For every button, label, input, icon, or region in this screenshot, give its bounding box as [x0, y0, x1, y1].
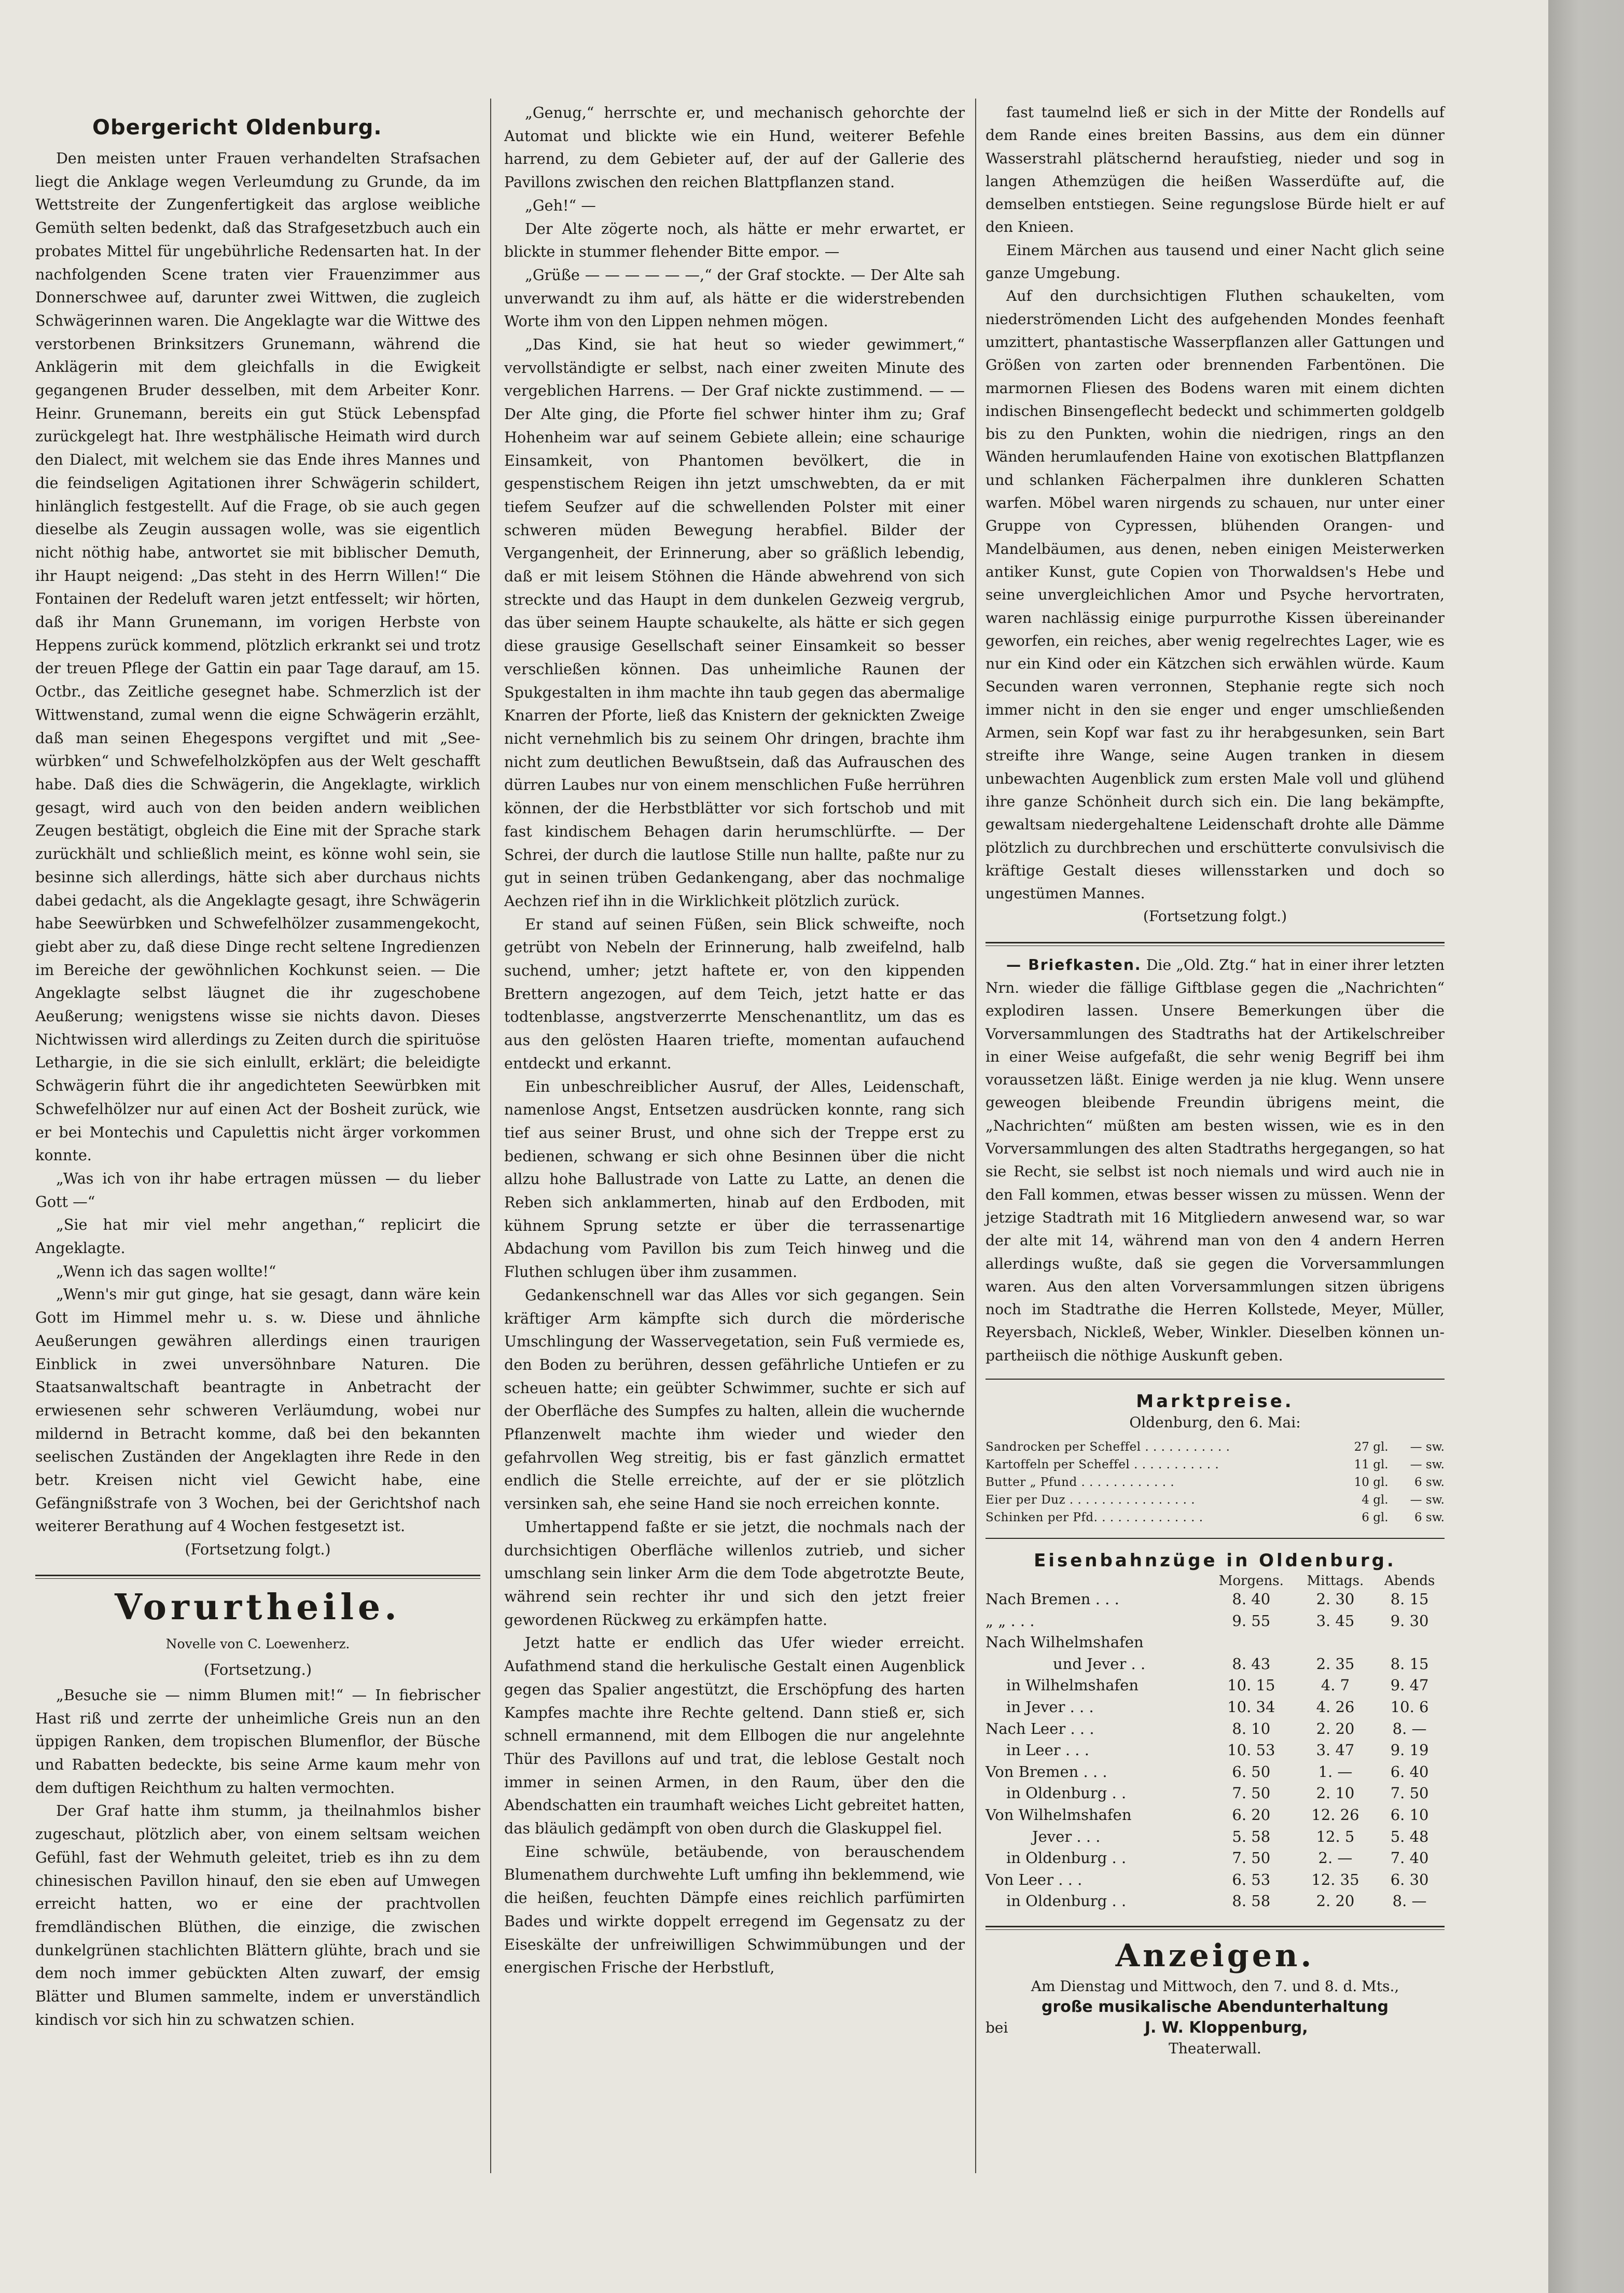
- rail-row: [985, 1589, 1445, 1610]
- rail-morning: [1206, 1632, 1296, 1653]
- price-schwaren: 6 sw.: [1414, 1511, 1445, 1525]
- price-groten: 4 gl.: [1362, 1493, 1389, 1507]
- rail-evening: 9. 19: [1390, 1741, 1429, 1759]
- story-continuation: (Fortsetzung.): [203, 1660, 312, 1678]
- continued-note: (Fortsetzung folgt.): [185, 1540, 331, 1559]
- rail-place: Von Leer . . .: [985, 1870, 1082, 1888]
- rail-noon: [1296, 1632, 1375, 1653]
- price-groten: 10 gl.: [1354, 1476, 1389, 1490]
- rail-morning: 8. 10: [1232, 1719, 1271, 1738]
- rail-noon: 1. —: [1318, 1762, 1353, 1781]
- rail-noon: 12. 5: [1316, 1827, 1355, 1845]
- rail-noon: 2. 30: [1316, 1590, 1355, 1608]
- price-schwaren: — sw.: [1410, 1458, 1445, 1472]
- rail-evening: 8. —: [1392, 1892, 1427, 1910]
- rail-morning: 8. 58: [1232, 1892, 1271, 1910]
- price-schwaren: — sw.: [1410, 1493, 1445, 1507]
- price-row: [985, 1491, 1445, 1509]
- rail-place: in Leer . . .: [1006, 1741, 1089, 1759]
- rail-morning: 10. 53: [1227, 1741, 1275, 1759]
- price-row: [985, 1509, 1445, 1526]
- rail-place: in Wilhelmshafen: [1006, 1676, 1139, 1694]
- rail-place: in Oldenburg . .: [1006, 1784, 1127, 1802]
- story-paragraph: Jetzt hatte er endlich das Ufer wieder erreicht. Aufathmend stand die herkulische Gestalt einen Augenblick gegen das Spalier angestützt, die Erschöpfung des harten Kampfes machte ihre Rechte geltend. Dann stieß er, sich schnell ermannend, mit dem Ellbogen die nur angelehnte Thür des Pavillons auf und trat, die leblose Gestalt noch immer in seinen Armen, in den Raum, über den die Abendschatten ein traumhaft weiches Licht gebreitet hatten, das bläulich gedämpft von oben durch die Glaskuppel fiel.: [504, 1634, 965, 1838]
- rail-morning: 6. 50: [1232, 1762, 1271, 1781]
- column-rule: [490, 99, 491, 2173]
- rail-row: [985, 1847, 1445, 1869]
- price-item: Eier per Duz . . . . . . . . . . . . . . . .: [985, 1493, 1196, 1507]
- price-schwaren: — sw.: [1410, 1440, 1445, 1454]
- price-table: [985, 1438, 1445, 1526]
- story-paragraph: Gedankenschnell war das Alles vor sich gegangen. Sein kräftiger Arm kämpfte sich durch die mörderische Umschlingung der Wasservegetation, sein Fuß vermiede es, den Boden zu berühren, dessen gefährliche Untiefen er zu scheuen hatte; ein geübter Schwimmer, suchte er sich auf der Oberfläche des Sumpfes zu halten, allein die wuchernde Pflanzenwelt machte ihm wieder und wieder den gefahrvollen Weg streitig, bis er fast gänzlich ermattet endlich die Stelle erreichte, auf der er sie plötzlich versinken sah, ehe seine Hand sie noch erreichen konnte.: [504, 1286, 965, 1513]
- rail-row: [985, 1675, 1445, 1697]
- rail-evening: 8. —: [1392, 1719, 1427, 1738]
- rail-row: [985, 1804, 1445, 1826]
- rail-title: Eisenbahnzüge in Oldenburg.: [1034, 1550, 1396, 1572]
- rail-noon: 3. 45: [1316, 1611, 1355, 1630]
- price-item: Kartoffeln per Scheffel . . . . . . . . . . .: [985, 1458, 1219, 1472]
- rail-evening: 9. 47: [1390, 1676, 1429, 1694]
- price-item: Schinken per Pfd. . . . . . . . . . . . . .: [985, 1511, 1203, 1525]
- rail-morning: 10. 15: [1227, 1676, 1275, 1694]
- rail-header-row: [985, 1573, 1445, 1589]
- rail-place: Nach Bremen . . .: [985, 1590, 1119, 1608]
- story-paragraph: Einem Märchen aus tausend und einer Nacht glich seine ganze Umgebung.: [985, 241, 1445, 282]
- story-paragraph: „Geh!“ —: [525, 196, 596, 214]
- story-paragraph: „Besuche sie — nimm Blumen mit!“ — In fiebrischer Hast riß und zerrte der unheimliche Greis nun an den üppigen Ranken, dem tropischen Blumenflor, der Büsche und Rabatten bedeckte, bis seine Arme kaum mehr von dem duftigen Reichthum zu halten vermochten.: [35, 1686, 480, 1797]
- rail-evening: [1375, 1632, 1445, 1653]
- ad-line: Am Dienstag und Mittwoch, den 7. und 8. d. Mts.,: [1031, 1977, 1399, 1995]
- price-row: [985, 1456, 1445, 1474]
- rail-morning: 9. 55: [1232, 1611, 1271, 1630]
- rail-morning: 10. 34: [1227, 1698, 1275, 1716]
- rail-evening: 8. 15: [1390, 1590, 1429, 1608]
- story-paragraph: Ein unbeschreiblicher Ausruf, der Alles, Leidenschaft, namenlose Angst, Entsetzen ausdrücken konnte, rang sich tief aus seiner Brust, und ohne sich der Treppe erst zu bedienen, schwang er sich ohne Besinnen über die nicht allzu hohe Ballustrade von Latte zu Latte, an denen die Reben sich anklammerten, hinab auf den Erdboden, mit kühnem Sprung setzte er über die terrassenartige Abdachung vom Pavillon bis zum Teich hinweg und die Fluthen schlugen über ihm zusammen.: [504, 1077, 965, 1281]
- advertisements-title: Anzeigen.: [1115, 1937, 1315, 1974]
- price-item: Sandrocken per Scheffel . . . . . . . . . . .: [985, 1440, 1230, 1454]
- rail-row: [985, 1697, 1445, 1718]
- rail-row: [985, 1718, 1445, 1740]
- rail-morning: 6. 53: [1232, 1870, 1271, 1888]
- column-2: [504, 101, 965, 1979]
- price-row: [985, 1438, 1445, 1456]
- story-paragraph: Der Graf hatte ihm stumm, ja theilnahmlos bisher zugeschaut, plötzlich aber, von einem seltsam weichen Gefühl, fast der Wehmuth geleitet, trieb es ihn zu dem chinesischen Pavillon hinauf, den sie eben auf Umwegen erreicht hatten, wo er eine der prachtvollen fremdländischen Blüthen, die einzige, die zwischen dunkelgrünen stachlichten Blättern glühte, brach und sie dem noch immer gebückten Alten zuwarf, der emsig Blätter und Blumen sammelte, indem er unverständlich kindisch vor sich hin zu schwatzen schien.: [35, 1802, 480, 2028]
- price-groten: 6 gl.: [1362, 1511, 1389, 1525]
- rail-place: Jever . . .: [1032, 1827, 1101, 1845]
- story-paragraph: Eine schwüle, betäubende, von berauschendem Blumenathem durchwehte Luft umfing ihn beklemmend, wie die heißen, feuchten Dämpfe eines reichlich parfümirten Bades und wirkte doppelt erregend im Gegensatz zu der Eiseskälte der unfreiwilligen Schwimmübungen und der energischen Frische der Herbstluft,: [504, 1842, 965, 1977]
- rail-place: Nach Wilhelmshafen: [985, 1633, 1144, 1651]
- price-row: [985, 1474, 1445, 1491]
- rail-evening: 10. 6: [1390, 1698, 1429, 1716]
- section-divider: [985, 1538, 1445, 1539]
- rail-header: [985, 1573, 1206, 1589]
- rail-noon: 2. 10: [1316, 1784, 1355, 1802]
- story-paragraph: fast taumelnd ließ er sich in der Mitte der Rondells auf dem Rande eines breiten Bassins, aus dem ein dünner Wasserstrahl plätschernd heraufstieg, nieder und sog in langen Athemzügen die heißen Wasserdüfte auf, die demselben entstiegen. Seine regungslose Bürde hielt er auf den Knieen.: [985, 104, 1445, 236]
- rail-noon: 12. 26: [1311, 1805, 1359, 1824]
- rail-noon: 2. —: [1318, 1849, 1353, 1867]
- story-subtitle: Novelle von C. Loewenherz.: [165, 1636, 350, 1651]
- rail-row: [985, 1740, 1445, 1761]
- price-groten: 27 gl.: [1354, 1440, 1389, 1454]
- article-paragraph: „Was ich von ihr habe ertragen müssen — du lieber Gott —“: [35, 1169, 480, 1211]
- story-paragraph: Er stand auf seinen Füßen, sein Blick schweifte, noch getrübt von Nebeln der Erinnerung, halb zweifelnd, halb suchend, umher; jetzt haftete er, von den kippenden Brettern angezogen, auf dem Teich, jetzt hatte er das todtenblasse, angstverzerrte Menschenantlitz, um das es aus den gelösten Haaren triefte, momentan aufauchend entdeckt und erkannt.: [504, 915, 965, 1072]
- briefkasten: [985, 954, 1445, 1367]
- rail-row: [985, 1783, 1445, 1804]
- rail-row: [985, 1826, 1445, 1848]
- section-divider: [985, 1379, 1445, 1380]
- rail-place: und Jever . .: [1053, 1655, 1146, 1673]
- ad-headline: große musikalische Abendunterhaltung: [1041, 1997, 1389, 2016]
- rail-row: [985, 1761, 1445, 1783]
- train-schedule-table: [985, 1573, 1445, 1912]
- rail-place: in Jever . . .: [1006, 1698, 1094, 1716]
- column-3: [985, 101, 1445, 2059]
- rail-place: Von Wilhelmshafen: [985, 1805, 1132, 1824]
- section-divider: [35, 1575, 480, 1576]
- briefkasten-text: Die „Old. Ztg.“ hat in einer ihrer letzten Nrn. wieder die fällige Giftblase gegen die „Nachrichten“ explodiren lassen. Unsere Bemerkungen über die Vorversammlungen des Stadtraths hat der Artikelschreiber in einer Weise aufgefaßt, die sehr wenig Begriff bei ihm voraussetzen läßt. Einige werden ja nie klug. Wenn unsere geweogen bleibende Freundin übrigens meint, die „Nachrichten“ müßten am besten wissen, wie es in den Vorversammlungen des alten Stadtraths hergegangen, so hat sie Recht, sie selbst ist noch niemals und wird auch nie in den Fall kommen, etwas besser wissen zu müssen. Wenn der jetzige Stadtrath mit 16 Mitgliedern anwesend war, so war der alte mit 14, während man von den 4 andern Herren allerdings wußte, daß sie gegen die Vorversammlungen waren. Aus den alten Vorversammlungen sitzen übrigens noch im Stadtrathe die Herren Kollstede, Meyer, Müller, Reyersbach, Nickleß, Weber, Winkler. Dieselben können unpartheiisch die nöthige Auskunft geben.: [985, 956, 1445, 1364]
- ad-venue: J. W. Kloppenburg,: [1144, 2018, 1308, 2037]
- article-paragraph: „Wenn's mir gut ginge, hat sie gesagt, dann wäre kein Gott im Himmel mehr u. s. w. Diese und ähnliche Aeußerungen gewähren allerdings einen traurigen Einblick in zwei unversöhnbare Naturen. Die Staatsanwaltschaft beantragte in Anbetracht der erwiesenen sehr schweren Verläumdung, wobei nur mildernd in Betracht komme, daß bei den bekannten seelischen Zuständen der Angeklagten ihre Rede in den betr. Kreisen nicht viel Gewicht habe, eine Gefängnißstrafe von 3 Wochen, bei der Gerichtshof nach weiterer Berathung auf 4 Wochen festgesetzt ist.: [35, 1285, 480, 1535]
- rail-noon: 4. 7: [1321, 1676, 1350, 1694]
- rail-morning: 8. 40: [1232, 1590, 1271, 1608]
- section-title-obergericht: Obergericht Oldenburg.: [92, 116, 382, 140]
- story-paragraph: „Genug,“ herrschte er, und mechanisch gehorchte der Automat und blickte wie ein Hund, weiterer Befehle harrend, zu dem Gebieter auf, der auf der Gallerie des Pavillons zwischen den reichen Blattpflanzen stand.: [504, 104, 965, 191]
- price-schwaren: 6 sw.: [1414, 1476, 1445, 1490]
- section-divider: [985, 1926, 1445, 1927]
- rail-row: [985, 1653, 1445, 1675]
- price-item: Butter „ Pfund . . . . . . . . . . . .: [985, 1476, 1175, 1490]
- rail-morning: 6. 20: [1232, 1805, 1271, 1824]
- rail-row: [985, 1632, 1445, 1653]
- rail-evening: 6. 40: [1390, 1762, 1429, 1781]
- rail-morning: 8. 43: [1232, 1655, 1271, 1673]
- page-edge: [1548, 0, 1624, 2293]
- rail-morning: 7. 50: [1232, 1849, 1271, 1867]
- story-paragraph: „Grüße — — — — — —,“ der Graf stockte. — Der Alte sah unverwandt zu ihm auf, als hätte er die widerstrebenden Worte ihm von den Lippen nehmen mögen.: [504, 266, 965, 330]
- column-rule: [975, 99, 976, 2173]
- rail-evening: 5. 48: [1390, 1827, 1429, 1845]
- rail-noon: 2. 20: [1316, 1892, 1355, 1910]
- story-paragraph: Umhertappend faßte er sie jetzt, die nochmals nach der durchsichtigen Oberfläche willenlos zutrieb, und sicher umschlang sein linker Arm die dem Tode abgetrotzte Beute, während sein rechter ihr und sich den jetzt freier gewordenen Rückweg zu erkämpfen hatte.: [504, 1518, 965, 1629]
- rail-evening: 6. 30: [1390, 1870, 1429, 1888]
- rail-noon: 12. 35: [1311, 1870, 1359, 1888]
- rail-row: [985, 1869, 1445, 1891]
- continued-note: (Fortsetzung folgt.): [1143, 908, 1287, 925]
- story-paragraph: Auf den durchsichtigen Fluthen schaukelten, vom niederströmenden Licht des aufgehenden Mondes feenhaft umzittert, phantastische Wasserpflanzen aller Gattungen und Größen von zarten oder brennenden Farbentönen. Die marmornen Fliesen des Bodens waren mit einem dichten indischen Binsengeflecht bedeckt und schimmerten goldgelb bis zu den Punkten, wohin die niedrigen, rings an den Wänden herumlaufenden Haine von exotischen Blattpflanzen und schlanken Fächerpalmen ihre dunkleren Schatten warfen. Möbel waren nirgends zu schauen, nur unter einer Gruppe von Cypressen, blühenden Orangen- und Mandelbäumen, aus denen, neben einigen Meisterwerken antiker Kunst, gute Copien von Thorwaldsen's Hebe und seine unvergleichlichen Amor und Psyche hervortraten, waren nachlässig einige purpurrothe Kissen übereinander geworfen, ein reiches, aber wenig regelrechtes Lager, wie es nur ein Kind oder ein Kätzchen sich erwählen würde. Kaum Secunden waren verronnen, Stephanie regte sich noch immer nicht in den sie enger und enger umschließenden Armen, sein Kopf war fast zu ihr herabgesunken, sein Bart streifte ihre Wange, seine Augen tranken in diesem unbewachten Augenblick zum ersten Male voll und glühend ihre ganze Schönheit durch sich ein. Die lang bekämpfte, gewaltsam niedergehaltene Leidenschaft drohte alle Dämme plötzlich zu durchbrechen und erschütterte convulsivisch die kräftige Gestalt dieses willensstarken und doch so ungestümen Mannes.: [985, 287, 1445, 902]
- story-title: Vorurtheile.: [115, 1586, 401, 1628]
- rail-place: Nach Leer . . .: [985, 1719, 1094, 1738]
- rail-row: [985, 1610, 1445, 1632]
- rail-evening: 6. 10: [1390, 1805, 1429, 1824]
- markt-title: Marktpreise.: [1136, 1391, 1294, 1412]
- ad-line: [985, 2018, 1445, 2038]
- article-paragraph: Den meisten unter Frauen verhandelten Strafsachen liegt die Anklage wegen Verleumdung zu Grunde, da im Wettstreite der Zungenfertigkeit das arglose weibliche Gemüth selten bedenkt, daß das Strafgesetzbuch auch ein probates Mittel für ungebührliche Redensarten hat. In der nachfolgenden Scene traten vier Frauenzimmer aus Donnerschwee auf, darunter zwei Wittwen, die zugleich Schwägerinnen waren. Die Angeklagte war die Wittwe des verstorbenen Brinksitzers Grunemann, während die Anklägerin mit dem gleichfalls in die Ewigkeit gegangenen Bruder desselben, mit dem Arbeiter Konr. Heinr. Grunemann, bereits ein gut Stück Lebenspfad zurückgelegt hat. Ihre westphälische Heimath wird durch den Dialect, mit welchem sie das Ende ihres Mannes und die feindseligen Agitationen ihrer Schwägerin schildert, hinlänglich festgestellt. Auf die Frage, ob sie auch gegen dieselbe als Zeugin aussagen wolle, was sie eigentlich nicht nöthig habe, antwortet sie mit biblischer Demuth, ihr Haupt neigend: „Das steht in des Herrn Willen!“ Die Fontainen der Redeluft waren jetzt entfesselt; wir hörten, daß ihr Mann Grunemann, im vorigen Herbste von Heppens zurück kommend, plötzlich erkrankt sei und trotz der treuen Pflege der Gattin ein paar Tage darauf, am 15. Octbr., das Zeitliche gesegnet habe. Schmerzlich ist der Wittwenstand, zumal wenn die eigne Schwägerin erzählt, daß man seinen Ehegespons vergiftet und mit „Seewürbken“ und Schwefelholzköpfen aus der Welt geschafft habe. Daß dies die Schwägerin, die Angeklagte, wirklich gesagt, wird auch von den beiden andern weiblichen Zeugen bestätigt, obgleich die Eine mit der Sprache stark zurückhält und schließlich meint, es könne wohl sein, sie besinne sich allerdings, hätte sich aber durchaus nichts dabei gedacht, als die Angeklagte gesagt, ihre Schwägerin habe Seewürbken und Schwefelhölzer zusammengekocht, giebt aber zu, daß diese Dinge recht seltene Ingredienzen im Bereiche der gewöhnlichen Kochkunst seien. — Die Angeklagte selbst läugnet die ihr zugeschobene Aeußerung; wenigstens wisse sie nichts davon. Dieses Nichtwissen wird allerdings zu Zeiten durch die spirituöse Lethargie, in die sie sich einlullt, erklärt; die beleidigte Schwägerin führt die ihr angedichteten Seewürbken mit Schwefelhölzer nur auf einen Act der Bosheit zurück, wie er bei Montechis und Capulettis nicht ärger vorkommen konnte.: [35, 149, 480, 1164]
- ad-prefix: bei: [985, 2019, 1008, 2036]
- rail-evening: 7. 40: [1390, 1849, 1429, 1867]
- rail-morning: 7. 50: [1232, 1784, 1271, 1802]
- rail-noon: 4. 26: [1316, 1698, 1355, 1716]
- article-paragraph: „Wenn ich das sagen wollte!“: [56, 1262, 276, 1280]
- rail-place: in Oldenburg . .: [1006, 1849, 1127, 1867]
- rail-noon: 3. 47: [1316, 1741, 1355, 1759]
- rail-noon: 2. 35: [1316, 1655, 1355, 1673]
- rail-row: [985, 1891, 1445, 1912]
- rail-evening: 9. 30: [1390, 1611, 1429, 1630]
- advertisements: [985, 1938, 1445, 2059]
- ad-address: Theaterwall.: [1169, 2039, 1261, 2057]
- column-1: [35, 101, 480, 2031]
- rail-header: Morgens.: [1218, 1573, 1284, 1589]
- story-paragraph: „Das Kind, sie hat heut so wieder gewimmert,“ vervollständigte er selbst, nach einer zweiten Minute des vergeblichen Harrens. — Der Graf nickte zustimmend. — — Der Alte ging, die Pforte fiel schwer hinter ihm zu; Graf Hohenheim war auf seinem Gebiete allein; eine schaurige Einsamkeit, von Phantomen bevölkert, die in gespenstischem Reigen ihn jetzt umschwebten, da er mit tiefem Seufzer auf die schwellenden Polster mit einer schweren müden Bewegung herabfiel. Bilder der Vergangenheit, der Erinnerung, aber so gräßlich lebendig, daß er mit leisem Stöhnen die Hände abwehrend von sich streckte und das Haupt in dem dunkelen Gezweig vergrub, das über seinem Haupte schaukelte, als hätte er sich gegen diese grausige Gesellschaft seiner Einsamkeit so besser verschließen können. Das unheimliche Raunen der Spukgestalten in ihm machte ihn taub gegen das abermalige Knarren der Pforte, ließ das Knistern der geknickten Zweige nicht vernehmlich bis zu seinem Ohr dringen, brachte ihm nicht zum deutlichen Bewußtsein, daß das Aufrauschen des dürren Laubes nur von einem menschlichen Fuße herrühren können, der die Herbstblätter vor sich fortschob und mit fast kindischem Behagen darin herumschlürfte. — Der Schrei, der durch die lautlose Stille nun hallte, paßte nur zu gut in seinen trüben Gedankengang, aber das nochmalige Aechzen rief ihn in die Wirklichkeit plötzlich zurück.: [504, 336, 965, 910]
- section-divider: [985, 942, 1445, 943]
- markt-subtitle: Oldenburg, den 6. Mai:: [1129, 1414, 1301, 1432]
- rail-noon: 2. 20: [1316, 1719, 1355, 1738]
- rail-evening: 7. 50: [1390, 1784, 1429, 1802]
- story-paragraph: Der Alte zögerte noch, als hätte er mehr erwartet, er blickte in stummer flehender Bitte empor. —: [504, 219, 965, 261]
- rail-evening: 8. 15: [1390, 1655, 1429, 1673]
- rail-place: „ „ . . .: [985, 1611, 1035, 1630]
- article-paragraph: „Sie hat mir viel mehr angethan,“ replicirt die Angeklagte.: [35, 1216, 480, 1257]
- rail-header: Abends: [1384, 1573, 1435, 1589]
- rail-place: in Oldenburg . .: [1006, 1892, 1127, 1910]
- rail-morning: 5. 58: [1232, 1827, 1271, 1845]
- price-groten: 11 gl.: [1354, 1458, 1389, 1472]
- briefkasten-heading: — Briefkasten.: [1006, 956, 1142, 974]
- rail-header: Mittags.: [1307, 1573, 1364, 1589]
- rail-place: Von Bremen . . .: [985, 1762, 1107, 1781]
